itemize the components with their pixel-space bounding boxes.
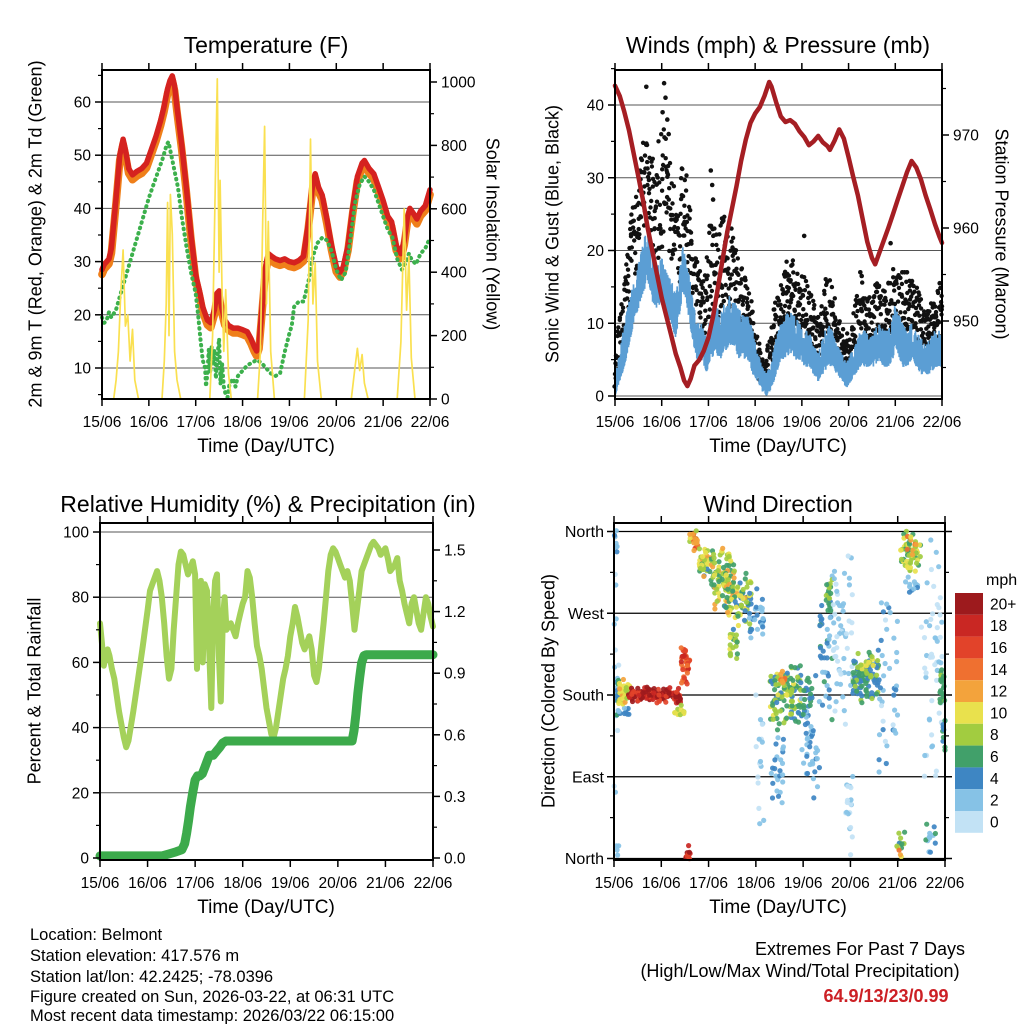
tick-label: 21/06	[366, 875, 405, 892]
speed-colorbar	[955, 593, 1016, 833]
tick-label: 0	[80, 850, 89, 868]
y-axis-label-pressure: Station Pressure (Maroon)	[991, 128, 1012, 340]
tick-label: 100	[63, 524, 89, 542]
tick-label: 17/06	[176, 414, 216, 431]
chart-title-rh-precip: Relative Humidity (%) & Precipitation (in)	[60, 491, 476, 517]
tick-label: 21/06	[875, 414, 915, 431]
tick-label: 20/06	[831, 875, 870, 892]
tick-label: 21/06	[363, 414, 403, 431]
tick-label: 18/06	[736, 875, 776, 892]
y-axis-label-percent-rainfall: Percent & Total Rainfall	[24, 597, 45, 785]
tick-label: 20/06	[318, 875, 358, 892]
colorbar-title: mph	[986, 572, 1018, 589]
tick-label: 17/06	[175, 875, 215, 892]
tick-label: 30	[73, 254, 91, 272]
y-axis-label-direction: Direction (Colored By Speed)	[538, 573, 559, 809]
tick-label: East	[571, 769, 604, 787]
tick-label: 10	[990, 705, 1008, 723]
tick-label: 18	[990, 618, 1008, 636]
extremes-values: 64.9/13/23/0.99	[823, 986, 949, 1006]
extremes-subtitle: (High/Low/Max Wind/Total Precipitation)	[640, 961, 960, 981]
wind-direction-chart	[562, 516, 964, 892]
tick-label: 20+	[990, 596, 1017, 614]
tick-label: 40	[586, 97, 604, 115]
tick-label: 15/06	[595, 414, 635, 431]
tick-label: 1000	[441, 74, 476, 92]
tick-label: 16/06	[128, 875, 167, 892]
colorbar-swatch	[955, 658, 983, 680]
x-axis-label-wind-direction: Time (Day/UTC)	[709, 897, 847, 918]
tick-label: 30	[586, 170, 604, 188]
tick-label: 19/06	[270, 875, 310, 892]
colorbar-swatch	[955, 702, 983, 724]
tick-label: 17/06	[689, 414, 728, 431]
winds-pressure-chart	[587, 63, 979, 431]
tick-label: 22/06	[922, 414, 962, 431]
footer-elevation: Station elevation: 417.576 m	[30, 947, 240, 965]
tick-label: 20/06	[829, 414, 868, 431]
tick-label: 0.6	[444, 727, 466, 745]
tick-label: 10	[586, 315, 604, 333]
rh-precip-chart	[63, 516, 466, 892]
tick-label: 800	[441, 137, 467, 155]
x-axis-label-winds: Time (Day/UTC)	[709, 436, 847, 457]
tick-label: 1.5	[444, 542, 466, 560]
tick-label: 16/06	[641, 875, 681, 892]
tick-label: 50	[73, 147, 91, 165]
footer-created: Figure created on Sun, 2026-03-22, at 06:31 UTC	[30, 988, 395, 1006]
tick-label: 18/06	[735, 414, 775, 431]
tick-label: 950	[953, 313, 979, 331]
tick-label: 40	[71, 720, 89, 738]
tick-label: 18/06	[223, 414, 262, 431]
tick-label: 2	[990, 792, 999, 810]
tick-label: 960	[953, 220, 979, 238]
tick-label: 19/06	[783, 875, 823, 892]
tick-label: 17/06	[689, 875, 728, 892]
tick-label: 0	[595, 388, 604, 406]
tick-label: 0	[990, 814, 999, 832]
tick-label: 22/06	[413, 875, 453, 892]
colorbar-swatch	[955, 593, 983, 615]
colorbar-swatch	[955, 811, 983, 833]
footer-location: Location: Belmont	[30, 926, 163, 944]
tick-label: West	[567, 605, 604, 623]
x-axis-label-temperature: Time (Day/UTC)	[197, 436, 335, 457]
tick-label: 16	[990, 640, 1008, 657]
tick-label: 1.2	[444, 604, 466, 622]
tick-label: 19/06	[270, 414, 309, 431]
tick-label: 18/06	[223, 875, 263, 892]
tick-label: 0.0	[444, 850, 466, 868]
tick-label: 200	[441, 328, 467, 346]
tick-label: 14	[990, 661, 1008, 679]
tick-label: 0.3	[444, 788, 466, 806]
colorbar-swatch	[955, 789, 983, 811]
tick-label: 15/06	[80, 875, 120, 892]
tick-label: North	[564, 524, 604, 541]
extremes-title: Extremes For Past 7 Days	[754, 939, 966, 959]
tick-label: 600	[441, 201, 467, 219]
colorbar-swatch	[955, 637, 983, 659]
tick-label: 10	[73, 360, 91, 378]
y-axis-label-temperature: 2m & 9m T (Red, Orange) & 2m Td (Green)	[25, 60, 46, 408]
tick-label: 6	[990, 749, 999, 766]
tick-label: 20	[73, 307, 91, 325]
y-axis-label-solar: Solar Insolation (Yellow)	[482, 137, 503, 331]
tick-label: 0	[441, 391, 450, 409]
tick-label: 60	[71, 654, 89, 672]
tick-label: 4	[990, 770, 999, 788]
tick-label: 15/06	[82, 414, 122, 431]
colorbar-swatch	[955, 615, 983, 637]
tick-label: 22/06	[410, 414, 450, 431]
tick-label: 12	[990, 683, 1008, 701]
tick-label: 22/06	[925, 875, 965, 892]
x-axis-label-rh: Time (Day/UTC)	[197, 897, 335, 918]
tick-label: 20/06	[316, 414, 356, 431]
tick-label: 16/06	[129, 414, 169, 431]
tick-label: 20	[586, 243, 604, 260]
tick-label: 970	[953, 127, 979, 145]
colorbar-swatch	[955, 746, 983, 768]
tick-label: North	[564, 851, 604, 868]
tick-label: 8	[990, 727, 999, 745]
tick-label: 19/06	[782, 414, 822, 431]
colorbar-swatch	[955, 724, 983, 746]
y-axis-label-wind: Sonic Wind & Gust (Blue, Black)	[542, 104, 563, 364]
tick-label: 16/06	[642, 414, 682, 431]
tick-label: South	[562, 687, 604, 705]
chart-title-temperature: Temperature (F)	[183, 32, 349, 58]
footer-timestamp: Most recent data timestamp: 2026/03/22 06:15:00	[30, 1007, 395, 1024]
tick-label: 40	[73, 200, 91, 218]
colorbar-swatch	[955, 680, 983, 702]
tick-label: 80	[71, 589, 89, 607]
tick-label: 21/06	[878, 875, 918, 892]
footer-latlon: Station lat/lon: 42.2425; -78.0396	[30, 968, 274, 986]
colorbar-swatch	[955, 767, 983, 789]
tick-label: 400	[441, 264, 467, 282]
tick-label: 60	[73, 94, 91, 112]
chart-title-wind-direction: Wind Direction	[703, 491, 853, 517]
tick-label: 15/06	[594, 875, 634, 892]
temperature-chart	[74, 63, 476, 431]
tick-label: 20	[71, 785, 89, 803]
chart-title-winds-pressure: Winds (mph) & Pressure (mb)	[625, 32, 931, 58]
tick-label: 0.9	[444, 665, 466, 683]
